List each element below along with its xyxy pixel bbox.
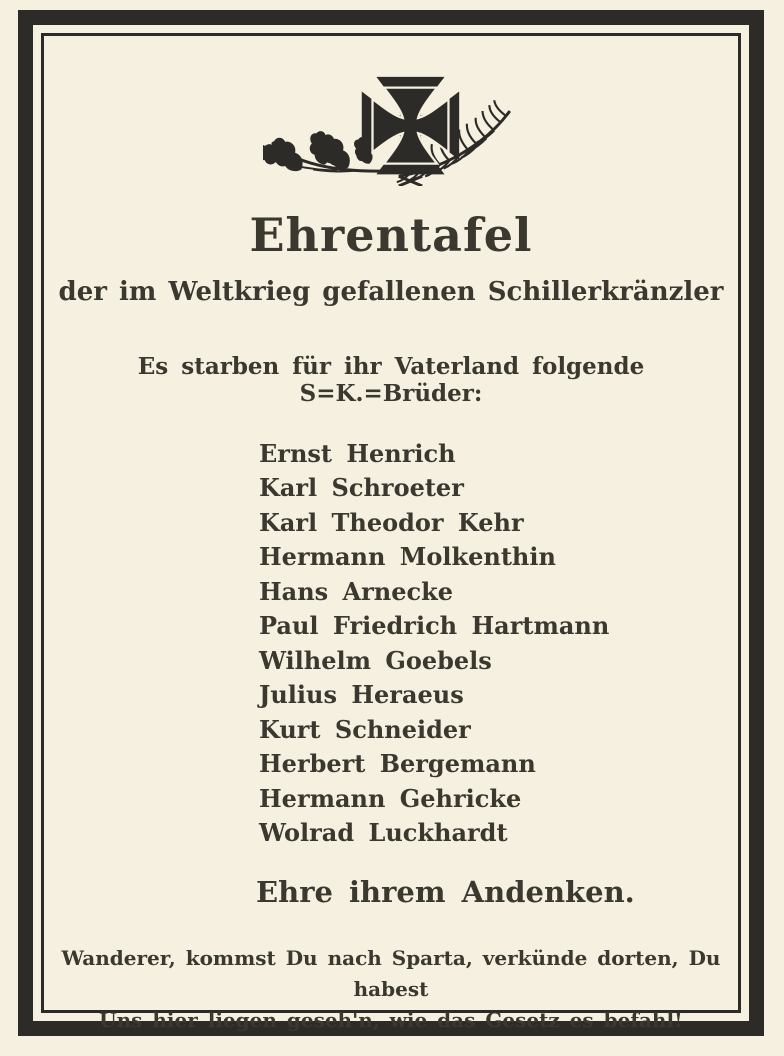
verse-line-2: Uns hier liegen geseh'n, wie das Gesetz es befahl!: [99, 1007, 683, 1032]
memorial-content: [46, 36, 736, 1032]
honor-roll-name: Ernst Henrich: [259, 438, 456, 468]
intro-text: Es starben für ihr Vaterland folgende S=K.=Brüder:: [137, 352, 645, 407]
verse-line-1: Wanderer, kommst Du nach Sparta, verkünde dorten, Du habest: [61, 945, 721, 1001]
page-title: Ehrentafel: [249, 208, 533, 262]
honor-roll-name: Karl Theodor Kehr: [259, 507, 524, 537]
honor-roll-name: Hermann Gehricke: [259, 783, 522, 813]
honor-roll-name: Julius Heraeus: [259, 680, 464, 710]
subtitle: der im Weltkrieg gefallenen Schillerkränzler: [58, 276, 724, 307]
honor-roll-name: Hermann Molkenthin: [259, 542, 556, 572]
honor-roll-name: Kurt Schneider: [259, 714, 471, 744]
memorial-emblem: [46, 74, 736, 186]
honor-roll-name: Hans Arnecke: [259, 576, 454, 606]
honor-roll-list: [46, 437, 736, 851]
closing-line: Ehre ihrem Andenken.: [256, 874, 635, 909]
iron-cross-emblem: [263, 74, 519, 186]
memorial-verse: [46, 943, 736, 1036]
honor-roll-name: Herbert Bergemann: [259, 749, 536, 779]
honor-roll-name: Wolrad Luckhardt: [259, 818, 508, 848]
honor-roll-name: Wilhelm Goebels: [259, 645, 492, 675]
honor-roll-name: Paul Friedrich Hartmann: [259, 611, 610, 641]
iron-cross-icon: [362, 77, 459, 186]
honor-roll-name: Karl Schroeter: [259, 473, 464, 503]
